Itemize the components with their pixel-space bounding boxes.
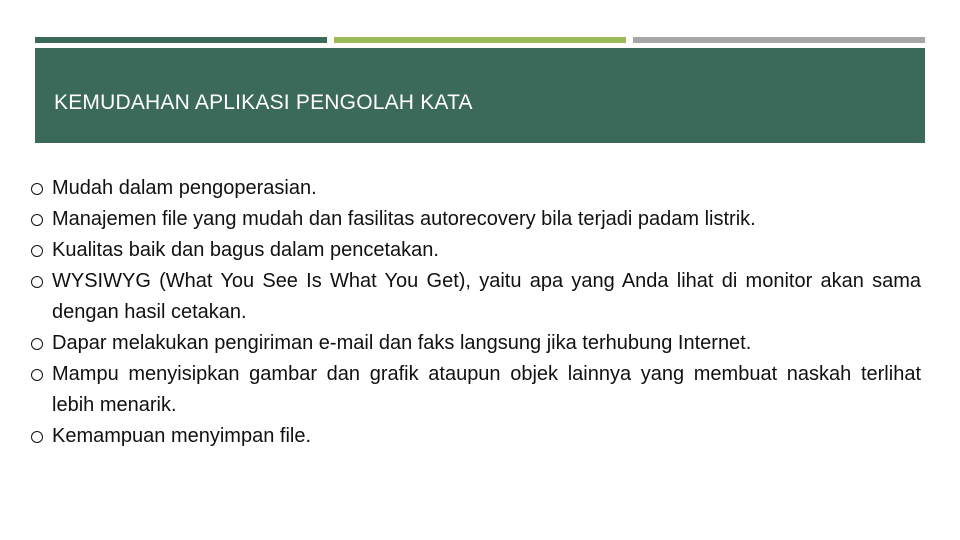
bullet-text: Mudah dalam pengoperasian. — [52, 177, 317, 199]
circle-outline-icon — [31, 338, 43, 350]
bullet-text: Dapar melakukan pengiriman e-mail dan faks langsung jika terhubung Internet. — [52, 332, 752, 354]
bullet-text: WYSIWYG (What You See Is What You Get), yaitu apa yang Anda lihat di monitor akan sama dengan hasil cetakan. — [52, 270, 921, 323]
circle-outline-icon — [31, 245, 43, 257]
circle-outline-icon — [31, 183, 43, 195]
bullet-list — [31, 173, 921, 452]
slide-title: KEMUDAHAN APLIKASI PENGOLAH KATA — [54, 91, 473, 114]
circle-outline-icon — [31, 431, 43, 443]
bullet-item — [31, 421, 921, 452]
accent-bar-dark-green — [35, 37, 327, 43]
bullet-text: Kualitas baik dan bagus dalam pencetakan. — [52, 239, 439, 261]
bullet-item — [31, 328, 921, 359]
circle-outline-icon — [31, 214, 43, 226]
accent-bar-gray — [633, 37, 925, 43]
bullet-item — [31, 173, 921, 204]
bullet-item — [31, 235, 921, 266]
accent-bar-light-green — [334, 37, 626, 43]
bullet-text: Manajemen file yang mudah dan fasilitas autorecovery bila terjadi padam listrik. — [52, 208, 756, 230]
title-band — [35, 48, 925, 143]
bullet-text: Mampu menyisipkan gambar dan grafik ataupun objek lainnya yang membuat naskah terlihat lebih menarik. — [52, 363, 921, 416]
bullet-item — [31, 204, 921, 235]
bullet-item — [31, 266, 921, 328]
bullet-item — [31, 359, 921, 421]
circle-outline-icon — [31, 369, 43, 381]
circle-outline-icon — [31, 276, 43, 288]
bullet-text: Kemampuan menyimpan file. — [52, 425, 312, 447]
